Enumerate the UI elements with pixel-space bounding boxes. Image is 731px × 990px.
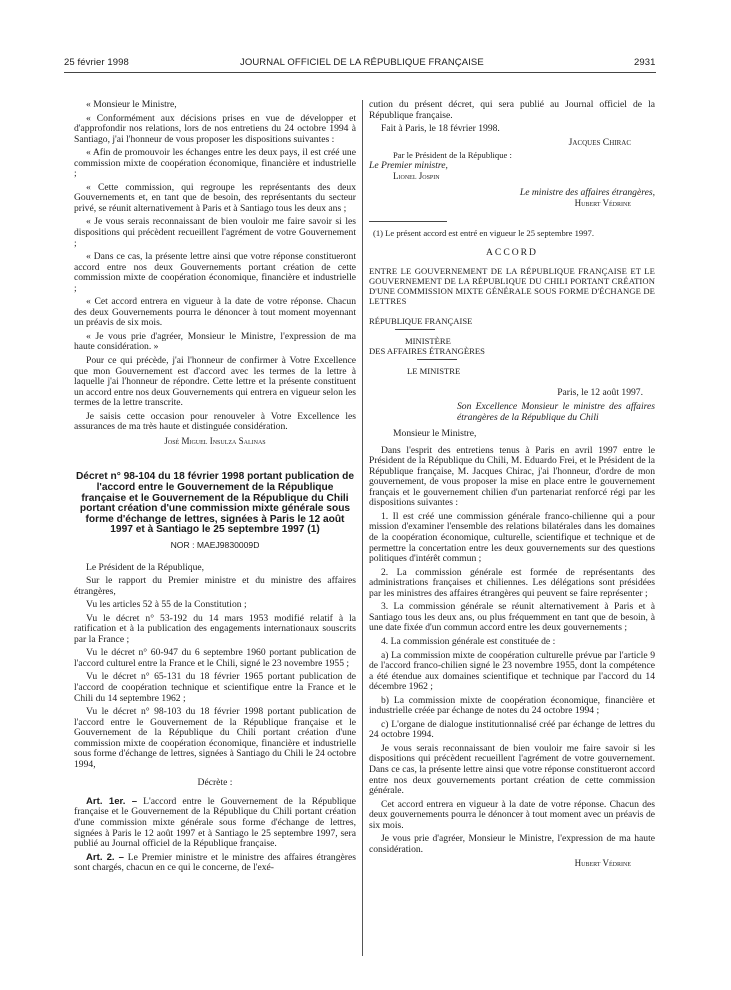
article-1-text: L'accord entre le Gouvernement de la République française et le Gouvernement de la République du Chili portant création d'une commission mixte générale sous forme d'échange de lettres, signées à Paris le 12 août 1997 et à Santiago le 25 septembre 1997, sera publié au Journal officiel de la République française. <box>74 795 356 850</box>
letter-paragraph: « Afin de promouvoir les échanges entre les deux pays, il est créé une commission mixte de coopération économique, financière et industrielle ; <box>74 147 356 180</box>
article-2 <box>74 853 356 874</box>
page-header <box>0 57 731 73</box>
accord-heading: ACCORD <box>486 246 538 258</box>
decree-paragraph: Sur le rapport du Premier ministre et du ministre des affaires étrangères, <box>74 575 356 597</box>
decree-paragraph: Vu le décret n° 60-947 du 6 septembre 1960 portant publication de l'accord culturel entre la France et le Chili, signé le 23 novembre 1955 ; <box>74 647 356 669</box>
letter-date: Paris, le 12 août 1997. <box>557 387 643 399</box>
ministere-line-1: MINISTÈRE <box>405 336 451 347</box>
letter-paragraph: Je saisis cette occasion pour renouveler à Votre Excellence les assurances de ma très haute et distinguée considération. <box>74 410 356 433</box>
footnote-rule <box>369 221 447 222</box>
letter-paragraph: « Je vous serais reconnaissant de bien vouloir me faire savoir si les dispositions qui précèdent recueillent l'agrément de votre Gouvernement ; <box>74 216 356 249</box>
decree-paragraph: Vu le décret n° 98-103 du 18 février 1998 portant publication de l'accord entre le Gouvernement de la République française et le Gouvernement de la République du Chili portant création d'une commission mixte de coopération économique, financière et industrielle sous forme d'échange de lettres, signées à Santiago du Chili le 24 octobre 1994, <box>74 706 356 770</box>
letter-salutation: Monsieur le Ministre, <box>393 428 477 440</box>
republique-francaise: RÉPUBLIQUE FRANÇAISE <box>369 316 473 327</box>
column-divider <box>362 100 363 956</box>
header-journal-title: JOURNAL OFFICIEL DE LA RÉPUBLIQUE FRANÇAISE <box>240 57 484 68</box>
letter-addressee: Son Excellence Monsieur le ministre des affaires étrangères de la République du Chili <box>457 401 655 423</box>
accord-paragraph: 4. La commission générale est constituée de : <box>381 635 556 647</box>
decree-paragraph: Vu le décret n° 53-192 du 14 mars 1953 modifié relatif à la ratification et à la publication des engagements internationaux souscrits par la France ; <box>74 612 356 645</box>
ministre-title: Le ministre des affaires étrangères, <box>519 186 655 198</box>
accord-paragraph: 1. Il est créé une commission générale franco-chilienne qui a pour mission d'examiner l'ensemble des relations bilatérales dans les domaines de la coopération économique, culturelle, scientifique et technique et de permettre la concertation entre les deux gouvernements sur des questions politiques d'intérêt commun ; <box>369 510 655 565</box>
accord-paragraph: c) L'organe de dialogue institutionnalisé créé par échange de lettres du 24 octobre 1994. <box>369 718 655 741</box>
accord-paragraph: Cet accord entrera en vigueur à la date de votre réponse. Chacun des deux gouvernements pourra le dénoncer à tout moment avec un préavis de six mois. <box>369 798 655 831</box>
letter-paragraph: Pour ce qui précède, j'ai l'honneur de confirmer à Votre Excellence que mon Gouvernement est d'accord avec les termes de la lettre à laquelle j'ai l'honneur de répondre. Cette lettre et la présente constituent un accord entre nos deux Gouvernements qui entrera en vigueur selon les termes de la lettre transcrite. <box>74 355 356 409</box>
header-page-number: 2931 <box>634 57 656 68</box>
letter-signature: José Miguel Insulza Salinas <box>164 435 266 446</box>
decree-paragraph: Vu le décret n° 65-131 du 18 février 1965 portant publication de l'accord de coopération technique et scientifique entre la France et le Chili du 14 septembre 1962 ; <box>74 671 356 704</box>
ministere-line-2: DES AFFAIRES ÉTRANGÈRES <box>369 346 485 357</box>
decree-paragraph: Le Président de la République, <box>86 561 205 573</box>
article-2-text: Le Premier ministre et le ministre des affaires étrangères sont chargés, chacun en ce qui le concerne, de l'exé- <box>74 851 356 874</box>
article-2-label: Art. 2. – <box>86 851 124 863</box>
fait-a-paris: Fait à Paris, le 18 février 1998. <box>381 123 500 135</box>
accord-paragraph: 3. La commission générale se réunit alternativement à Paris et à Santiago tous les deux ans, ou plus fréquemment en tant que de besoin, à une date fixée d'un commun accord entre les deux gouvernements ; <box>369 601 655 634</box>
par-le-president: Par le Président de la République : <box>393 150 512 161</box>
letter-paragraph: « Dans ce cas, la présente lettre ainsi que votre réponse constitueront accord entre nos deux Gouvernements portant création de cette commission mixte de coopération économique, financière et industrielle ; <box>74 251 356 294</box>
decree-title: Décret n° 98-104 du 18 février 1998 portant publication de l'accord entre le Gouvernement de la République française et le Gouvernement de la République du Chili portant création d'une commission mixte générale sous forme d'échange de lettres, signées à Paris le 12 août 1997 et à Santiago le 25 septembre 1997 (1) <box>75 471 355 536</box>
letter-paragraph: « Conformément aux décisions prises en vue de développer et d'approfondir nos relations, lors de nos entretiens du 24 octobre 1994 à Santiago, j'ai l'honneur de vous proposer les dispositions suivantes : <box>74 112 356 145</box>
header-date: 25 février 1998 <box>64 57 129 68</box>
ministere-rule <box>417 359 457 360</box>
republique-rule <box>395 329 435 330</box>
letter-paragraph: « Cette commission, qui regroupe les représentants des deux Gouvernements et, en tant que de besoin, des représentants du secteur privé, se réunit alternativement à Paris et à Santiago tous les deux ans ; <box>74 181 356 214</box>
accord-paragraph: 2. La commission générale est formée de représentants des administrations françaises et chiliennes. Les délégations sont présidées par les ministres des affaires étrangères qui peuvent se faire représenter ; <box>369 566 655 599</box>
article-1 <box>74 797 356 850</box>
letter-paragraph: « Monsieur le Ministre, <box>86 99 177 110</box>
ministre-name: Hubert Védrine <box>574 198 631 209</box>
accord-paragraph: Dans l'esprit des entretiens tenus à Paris en avril 1997 entre le Président de la République du Chili, M. Eduardo Frei, et le Président de la République française, M. Jacques Chirac, j'ai l'honneur, d'ordre de mon gouvernement, de vous proposer la mise en place entre le gouvernement français et le gouvernement chilien d'un partenariat renforcé régi par les dispositions suivantes : <box>369 444 655 509</box>
accord-subtitle: ENTRE LE GOUVERNEMENT DE LA RÉPUBLIQUE FRANÇAISE ET LE GOUVERNEMENT DE LA RÉPUBLIQUE DU CHILI PORTANT CRÉATION D'UNE COMMISSION MIXTE GÉNÉRALE SOUS FORME D'ÉCHANGE DE LETTRES <box>369 266 655 307</box>
footnote: (1) Le présent accord est entré en vigueur le 25 septembre 1997. <box>373 227 594 238</box>
accord-paragraph: Je vous serais reconnaissant de bien vouloir me faire savoir si les dispositions qui précèdent recueillent l'agrément de votre gouvernement. Dans ce cas, la présente lettre ainsi que votre réponse constitueront accord entre nos deux gouvernements portant création de cette commission générale. <box>369 742 655 797</box>
decrete-heading: Décrète : <box>197 777 233 789</box>
accord-paragraph: Je vous prie d'agréer, Monsieur le Ministre, l'expression de ma haute considération. <box>369 833 655 855</box>
right-column <box>369 100 655 871</box>
premier-ministre-name: Lionel Jospin <box>393 171 440 182</box>
header-rule <box>64 72 656 73</box>
article-1-label: Art. 1er. – <box>86 795 138 807</box>
letter-paragraph: « Je vous prie d'agréer, Monsieur le Ministre, l'expression de ma haute considération. » <box>74 330 356 353</box>
decree-continuation: cution du présent décret, qui sera publié au Journal officiel de la République française. <box>369 99 655 121</box>
president-signature: Jacques Chirac <box>568 136 631 148</box>
accord-paragraph: b) La commission mixte de coopération économique, financière et industrielle créée par échange de notes du 24 octobre 1994 ; <box>369 694 655 717</box>
left-column <box>74 100 356 877</box>
final-signature: Hubert Védrine <box>574 858 631 869</box>
premier-ministre-title: Le Premier ministre, <box>369 159 448 171</box>
nor-reference: NOR : MAEJ9830009D <box>170 539 260 550</box>
decree-paragraph: Vu les articles 52 à 55 de la Constitution ; <box>86 599 247 611</box>
letter-paragraph: « Cet accord entrera en vigueur à la date de votre réponse. Chacun des deux Gouvernements pourra le dénoncer à tout moment moyennant un préavis de six mois. <box>74 296 356 329</box>
le-ministre-line: LE MINISTRE <box>407 366 461 377</box>
accord-paragraph: a) La commission mixte de coopération culturelle prévue par l'article 9 de l'accord franco-chilien signé le 23 novembre 1955, dont la compétence a été étendue aux domaines scientifique et technique par l'accord du 14 décembre 1962 ; <box>369 649 655 693</box>
